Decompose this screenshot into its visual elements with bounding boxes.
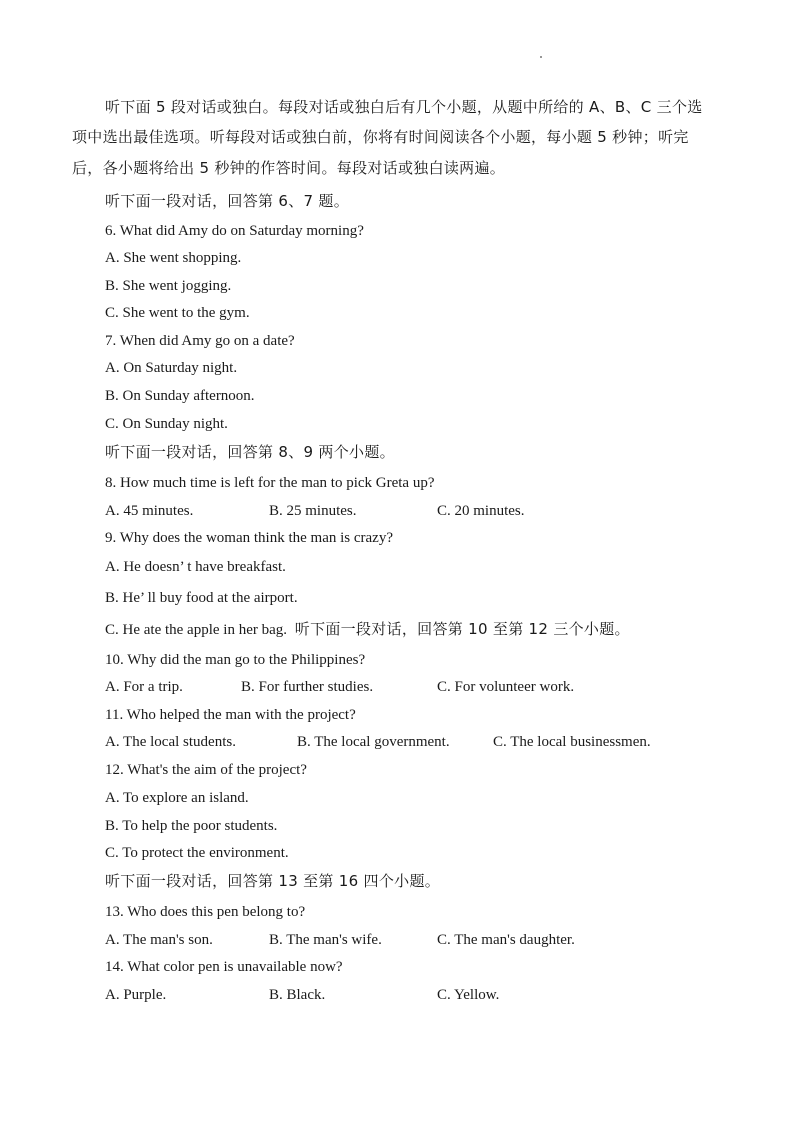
q8-stem: 8. How much time is left for the man to pick Greta up? <box>105 475 435 491</box>
q8-option-c: C. 20 minutes. <box>437 503 525 519</box>
q13-option-a: A. The man's son. <box>105 932 213 948</box>
q9-option-a: A. He doesn’ t have breakfast. <box>105 559 286 575</box>
q10-option-b: B. For further studies. <box>241 679 374 695</box>
q10-option-a: A. For a trip. <box>105 679 183 695</box>
q9-option-b: B. He’ ll buy food at the airport. <box>105 590 298 606</box>
scan-dot <box>540 56 542 58</box>
q9-option-c-text: C. He ate the apple in her bag. <box>105 622 288 638</box>
q7-option-b: B. On Sunday afternoon. <box>105 388 255 404</box>
section-instruction-2: 听下面一段对话，回答第 8、9 两个小题。 <box>105 443 395 461</box>
intro-line-2: 项中选出最佳选项。听每段对话或独白前，你将有时间阅读各个小题，每小题 5 秒钟；听完 <box>72 128 689 146</box>
q14-option-c: C. Yellow. <box>437 987 500 1003</box>
q12-option-a: A. To explore an island. <box>105 790 249 806</box>
q6-option-a: A. She went shopping. <box>105 250 242 266</box>
q14-stem: 14. What color pen is unavailable now? <box>105 959 343 975</box>
section-instruction-4: 听下面一段对话，回答第 13 至第 16 四个小题。 <box>105 872 441 890</box>
q6-option-c: C. She went to the gym. <box>105 305 250 321</box>
q6-stem: 6. What did Amy do on Saturday morning? <box>105 223 364 239</box>
q12-stem: 12. What's the aim of the project? <box>105 762 307 778</box>
q7-stem: 7. When did Amy go on a date? <box>105 333 295 349</box>
section-instruction-3: 听下面一段对话，回答第 10 至第 12 三个小题。 <box>294 620 630 638</box>
intro-line-1: 听下面 5 段对话或独白。每段对话或独白后有几个小题，从题中所给的 A、B、C 三个选 <box>105 98 703 116</box>
q12-option-b: B. To help the poor students. <box>105 818 278 834</box>
q10-option-c: C. For volunteer work. <box>437 679 575 695</box>
q14-option-a: A. Purple. <box>105 987 167 1003</box>
q9-stem: 9. Why does the woman think the man is crazy? <box>105 530 393 546</box>
q8-option-a: A. 45 minutes. <box>105 503 194 519</box>
q9-option-c <box>105 619 630 640</box>
q13-option-c: C. The man's daughter. <box>437 932 575 948</box>
q13-stem: 13. Who does this pen belong to? <box>105 904 306 920</box>
intro-line-3: 后，各小题将给出 5 秒钟的作答时间。每段对话或独白读两遍。 <box>72 159 506 177</box>
q13-option-b: B. The man's wife. <box>269 932 382 948</box>
q7-option-c: C. On Sunday night. <box>105 416 228 432</box>
q12-option-c: C. To protect the environment. <box>105 845 289 861</box>
q10-stem: 10. Why did the man go to the Philippines? <box>105 652 366 668</box>
q11-stem: 11. Who helped the man with the project? <box>105 707 356 723</box>
q11-option-a: A. The local students. <box>105 734 236 750</box>
q7-option-a: A. On Saturday night. <box>105 360 238 376</box>
q14-option-b: B. Black. <box>269 987 326 1003</box>
q6-option-b: B. She went jogging. <box>105 278 232 294</box>
q11-option-b: B. The local government. <box>297 734 450 750</box>
q11-option-c: C. The local businessmen. <box>493 734 651 750</box>
section-instruction-1: 听下面一段对话，回答第 6、7 题。 <box>105 192 350 210</box>
q8-option-b: B. 25 minutes. <box>269 503 357 519</box>
